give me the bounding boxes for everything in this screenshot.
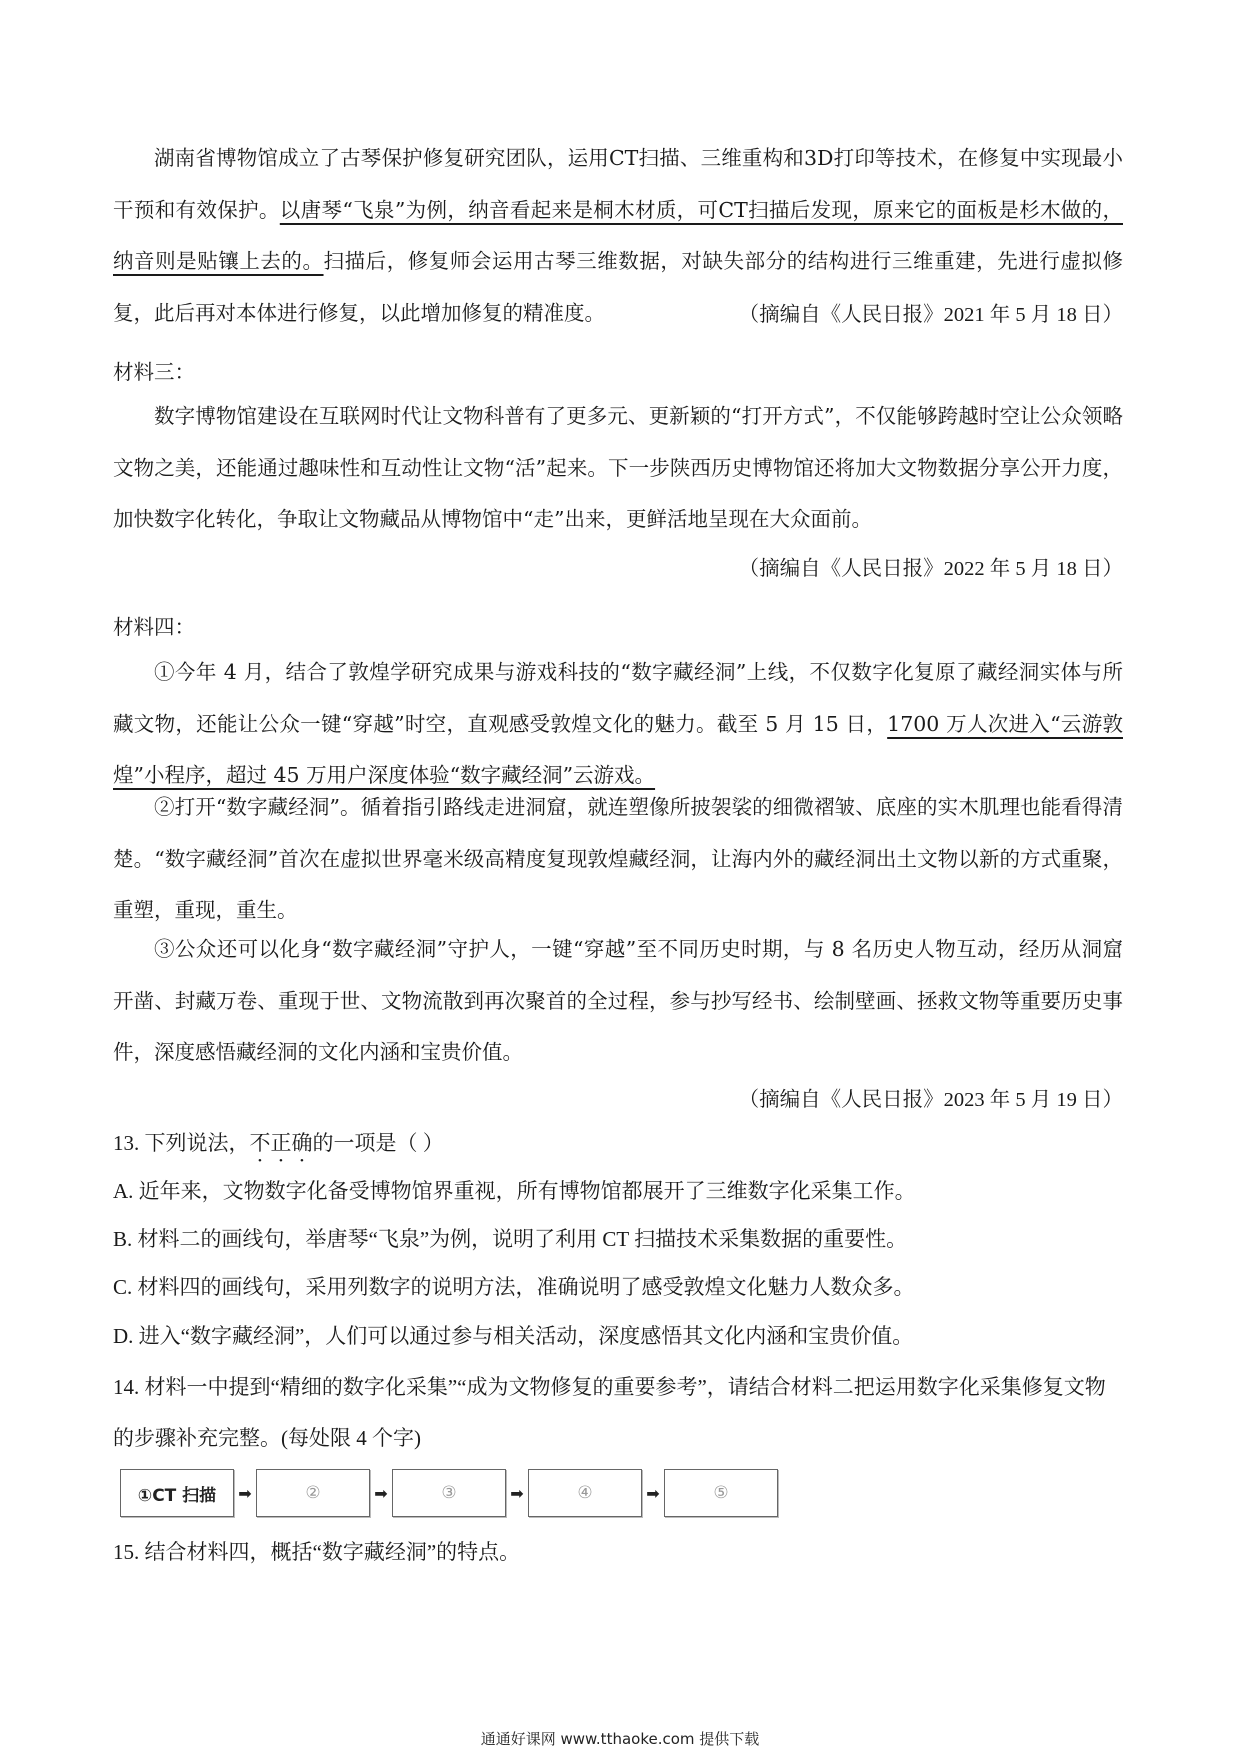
question-13-stem <box>113 1118 1123 1169</box>
question-15-stem: 15. 结合材料四，概括“数字藏经洞”的特点。 <box>113 1540 521 1564</box>
material2-text: 湖南省博物馆成立了古琴保护修复研究团队，运用CT扫描、三维重构和3D打印等技术，在修复中实现最小干预和有效保护。 <box>113 146 1123 222</box>
arrow-right-icon: ➡ <box>646 1483 660 1503</box>
material4-paragraph-1 <box>113 647 1123 802</box>
material3-heading: 材料三： <box>113 360 195 384</box>
flow-box-4: ④ <box>528 1469 642 1517</box>
page-footer: 通通好课网 www.tthaoke.com 提供下载 <box>480 1730 760 1748</box>
material4-p1-text: ①今年 4 月，结合了敦煌学研究成果与游戏科技的“数字藏经洞”上线，不仅数字化复原了藏经洞实体与所藏文物，还能让公众一键“穿越”时空，直观感受敦煌文化的魅力。截至 5 月 15 日， <box>113 660 1123 736</box>
q14-flowchart <box>120 1467 778 1519</box>
arrow-right-icon: ➡ <box>238 1483 252 1503</box>
material3-paragraph: 数字博物馆建设在互联网时代让文物科普有了更多元、更新颖的“打开方式”，不仅能够跨越时空让公众领略文物之美，还能通过趣味性和互动性让文物“活”起来。下一步陕西历史博物馆还将加大文物数据分享公开力度，加快数字化转化，争取让文物藏品从博物馆中“走”出来，更鲜活地呈现在大众面前。 <box>113 404 1123 531</box>
material4-heading: 材料四： <box>113 615 195 639</box>
q13-emphasis: 不正确 <box>249 1131 313 1155</box>
flow-box-3: ③ <box>392 1469 506 1517</box>
material2-text-after: 扫描后，修复师会运用古琴三维数据，对缺失部分的结构进行三维重建，先进行虚拟修复，此后再对本体进行修复，以此增加修复的精准度。 <box>113 249 1123 325</box>
q13-option-a: A. 近年来，文物数字化备受博物馆界重视，所有博物馆都展开了三维数字化采集工作。 <box>113 1179 916 1203</box>
flow-box-2: ② <box>256 1469 370 1517</box>
material2-source: （摘编自《人民日报》2021 年 5 月 18 日） <box>738 304 1123 326</box>
material4-paragraph-3: ③公众还可以化身“数字藏经洞”守护人，一键“穿越”至不同历史时期，与 8 名历史人物互动，经历从洞窟开凿、封藏万卷、重现于世、文物流散到再次聚首的全过程，参与抄写经书、绘制壁画、拯救文物等重要历史事件，深度感悟藏经洞的文化内涵和宝贵价值。 <box>113 937 1123 1064</box>
q13-option-b: B. 材料二的画线句，举唐琴“飞泉”为例，说明了利用 CT 扫描技术采集数据的重要性。 <box>113 1227 908 1251</box>
arrow-right-icon: ➡ <box>510 1483 524 1503</box>
q13-option-d: D. 进入“数字藏经洞”，人们可以通过参与相关活动，深度感悟其文化内涵和宝贵价值。 <box>113 1324 914 1348</box>
flow-box-5: ⑤ <box>664 1469 778 1517</box>
q13-suffix: 的一项是（ ） <box>312 1131 444 1155</box>
q13-option-c: C. 材料四的画线句，采用列数字的说明方法，准确说明了感受敦煌文化魅力人数众多。 <box>113 1275 915 1299</box>
question-14-stem: 14. 材料一中提到“精细的数字化采集”“成为文物修复的重要参考”，请结合材料二把运用数字化采集修复文物的步骤补充完整。(每处限 4 个字) <box>113 1375 1106 1450</box>
material4-source: （摘编自《人民日报》2023 年 5 月 19 日） <box>738 1089 1123 1111</box>
material4-paragraph-2: ②打开“数字藏经洞”。循着指引路线走进洞窟，就连塑像所披袈裟的细微褶皱、底座的实木肌理也能看得清楚。“数字藏经洞”首次在虚拟世界毫米级高精度复现敦煌藏经洞，让海内外的藏经洞出土文物以新的方式重聚，重塑，重现，重生。 <box>113 795 1123 922</box>
material3-source: （摘编自《人民日报》2022 年 5 月 18 日） <box>738 558 1123 580</box>
material4-underlined-sentence: 1700 万人次进入“云游敦煌”小程序，超过 45 万用户深度体验“数字藏经洞”云游戏。 <box>113 711 1123 787</box>
arrow-right-icon: ➡ <box>374 1483 388 1503</box>
material2-underlined-sentence: 以唐琴“飞泉”为例，纳音看起来是桐木材质，可CT扫描后发现，原来它的面板是杉木做的，纳音则是贴镶上去的。 <box>113 197 1123 273</box>
q13-prefix: 13. 下列说法， <box>113 1131 250 1155</box>
flow-box-1: ①CT 扫描 <box>120 1469 234 1517</box>
